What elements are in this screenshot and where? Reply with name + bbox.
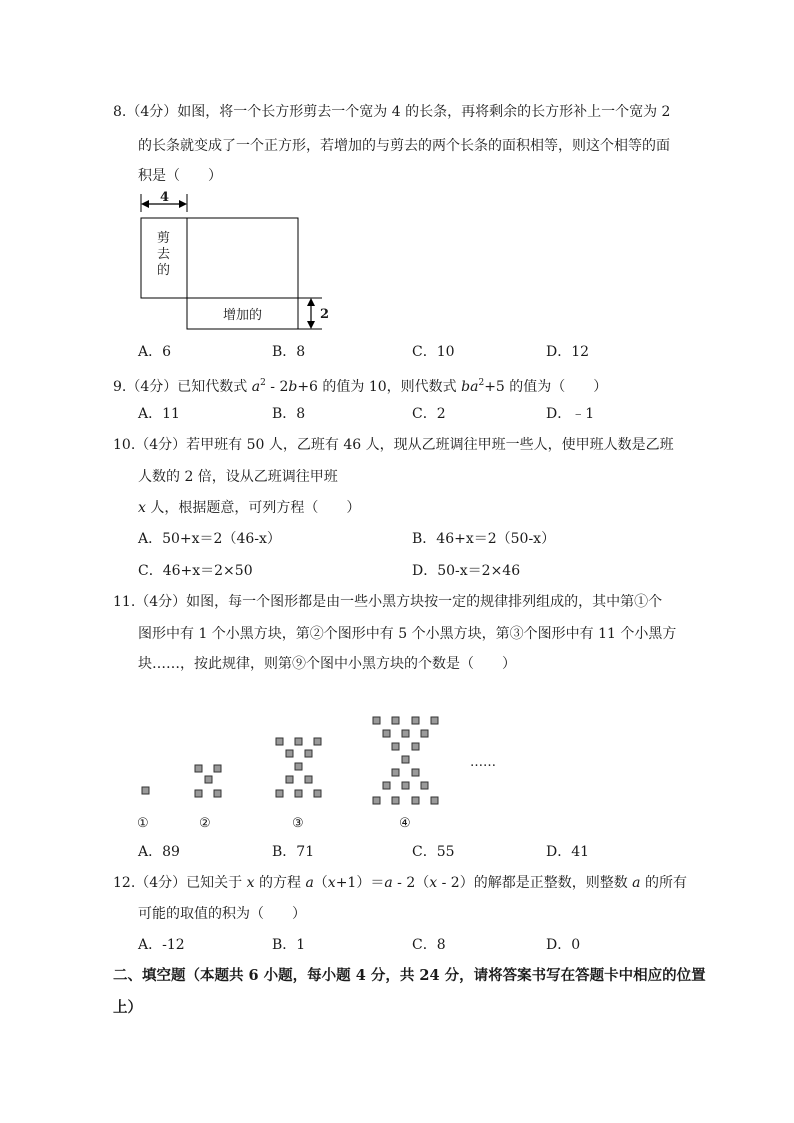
q11-square xyxy=(295,738,302,745)
q8-cut-char-2: 去 xyxy=(157,247,171,262)
q11-square xyxy=(295,763,302,770)
q11-square xyxy=(431,717,438,724)
q11-ellipsis: …… xyxy=(470,755,496,770)
q9-option-d: D．﹣1 xyxy=(546,406,595,422)
q8-line3: 积是（ ） xyxy=(138,168,222,184)
q12-var-a1: a xyxy=(305,875,314,891)
q12-text-f: - 2）的解都是正整数，则整数 xyxy=(437,875,633,891)
q11-square xyxy=(383,730,390,737)
q11-square xyxy=(195,790,202,797)
q9-line xyxy=(113,373,607,397)
q10-var-x: x xyxy=(138,500,146,516)
q11-square xyxy=(402,782,409,789)
q12-line1 xyxy=(113,873,687,893)
q12-option-d: D．0 xyxy=(546,937,581,953)
q11-square xyxy=(392,717,399,724)
q11-figure xyxy=(0,705,794,835)
q9-var-a: a xyxy=(251,379,261,395)
q11-square xyxy=(205,776,212,783)
q11-square xyxy=(373,797,380,804)
q11-square xyxy=(314,738,321,745)
q10-line2: 人数的 2 倍，设从乙班调往甲班 xyxy=(138,469,338,485)
q11-square xyxy=(276,790,283,797)
q11-square xyxy=(421,730,428,737)
q8-cut-char-3: 的 xyxy=(157,263,171,278)
q9-prefix: 9.（4分）已知代数式 xyxy=(113,379,252,395)
q11-label-3: ③ xyxy=(292,816,304,831)
q8-option-b: B．8 xyxy=(272,344,306,360)
q10-option-a: A．50+x＝2（46-x） xyxy=(138,531,281,547)
q12-var-a3: a xyxy=(632,875,641,891)
q12-text-e: - 2（ xyxy=(392,875,430,891)
q11-square xyxy=(392,797,399,804)
q11-square xyxy=(214,765,221,772)
q11-option-d: D．41 xyxy=(546,844,590,860)
q11-square xyxy=(392,743,399,750)
q11-square xyxy=(286,776,293,783)
q10-line1: 10.（4分）若甲班有 50 人，乙班有 46 人，现从乙班调往甲班一些人，使甲班人数是乙班 xyxy=(113,437,674,453)
q11-square xyxy=(314,790,321,797)
q12-option-b: B．1 xyxy=(272,937,306,953)
q11-square xyxy=(373,717,380,724)
q12-text-g: 的所有 xyxy=(640,875,687,891)
q12-text-d: +1）＝ xyxy=(335,875,385,891)
q8-figure xyxy=(0,180,794,380)
q11-option-c: C．55 xyxy=(412,844,455,860)
q10-option-b: B．46+x＝2（50-x） xyxy=(412,531,556,547)
q11-label-4: ④ xyxy=(399,816,411,831)
section2-heading-line1: 二、填空题（本题共 6 小题，每小题 4 分，共 24 分，请将答案书写在答题卡中相应的位置 xyxy=(113,967,706,984)
q11-line1: 11.（4分）如图，每一个图形都是由一些小黑方块按一定的规律排列组成的，其中第①个 xyxy=(113,594,663,610)
q11-square xyxy=(412,743,419,750)
q12-text-a: 12.（4分）已知关于 xyxy=(113,875,247,891)
q11-square xyxy=(431,797,438,804)
q11-square xyxy=(412,797,419,804)
q10-line3-text: 人，根据题意，可列方程（ ） xyxy=(145,500,361,516)
section2-heading-line2: 上） xyxy=(113,999,142,1016)
q11-square xyxy=(421,782,428,789)
q9-option-b: B．8 xyxy=(272,406,306,422)
q11-option-a: A．89 xyxy=(138,844,180,860)
q10-option-d: D．50-x＝2×46 xyxy=(412,563,521,579)
q11-square xyxy=(276,738,283,745)
q9-option-c: C．2 xyxy=(412,406,446,422)
q9-end1: +6 的值为 10，则代数式 xyxy=(297,379,462,395)
q11-square xyxy=(402,730,409,737)
q9-mid: - 2 xyxy=(265,379,289,395)
q8-option-a: A．6 xyxy=(138,344,172,360)
q8-option-d: D．12 xyxy=(546,344,590,360)
q9-var-ba: ba xyxy=(461,379,479,395)
q11-line3: 块……，按此规律，则第⑨个图中小黑方块的个数是（ ） xyxy=(138,656,516,672)
q8-width-label: 4 xyxy=(160,190,170,205)
q11-square xyxy=(214,790,221,797)
q11-square xyxy=(195,765,202,772)
q8-cut-char-1: 剪 xyxy=(157,231,171,246)
q12-line2: 可能的取值的积为（ ） xyxy=(138,906,306,922)
q11-square xyxy=(286,750,293,757)
q11-line2: 图形中有 1 个小黑方块，第②个图形中有 5 个小黑方块，第③个图形中有 11 个小黑方 xyxy=(138,626,677,642)
q10-option-c: C．46+x＝2×50 xyxy=(138,563,253,579)
q8-line2: 的长条就变成了一个正方形，若增加的与剪去的两个长条的面积相等，则这个相等的面 xyxy=(138,138,670,154)
q11-square xyxy=(305,750,312,757)
q12-text-b: 的方程 xyxy=(254,875,306,891)
q11-option-b: B．71 xyxy=(272,844,315,860)
q11-square xyxy=(305,776,312,783)
q11-square xyxy=(392,769,399,776)
q11-square xyxy=(295,790,302,797)
q9-var-b: b xyxy=(288,379,298,395)
q9-option-a: A．11 xyxy=(138,406,180,422)
q10-line3 xyxy=(138,498,360,518)
q11-square xyxy=(402,756,409,763)
q8-line1: 8.（4分）如图，将一个长方形剪去一个宽为 4 的长条，再将剩余的长方形补上一个宽为 2 xyxy=(113,104,671,120)
q8-option-c: C．10 xyxy=(412,344,455,360)
q12-var-x2: x xyxy=(327,875,336,891)
q9-exp2: 2 xyxy=(478,378,485,388)
q12-var-a2: a xyxy=(384,875,393,891)
q11-squares xyxy=(142,717,438,804)
q12-option-a: A．-12 xyxy=(138,937,185,953)
q8-added-label: 增加的 xyxy=(223,308,263,323)
q11-label-2: ② xyxy=(199,816,211,831)
q12-var-x: x xyxy=(246,875,255,891)
q9-end2: +5 的值为（ ） xyxy=(484,379,608,395)
q12-text-c: （ xyxy=(313,875,328,891)
q11-square xyxy=(412,717,419,724)
q12-var-x3: x xyxy=(429,875,438,891)
q12-option-c: C．8 xyxy=(412,937,446,953)
q11-square xyxy=(142,787,149,794)
q11-square xyxy=(412,769,419,776)
q11-square xyxy=(383,782,390,789)
q9-exp1: 2 xyxy=(260,378,266,388)
q11-label-1: ① xyxy=(137,816,149,831)
q8-height-label: 2 xyxy=(320,307,330,322)
